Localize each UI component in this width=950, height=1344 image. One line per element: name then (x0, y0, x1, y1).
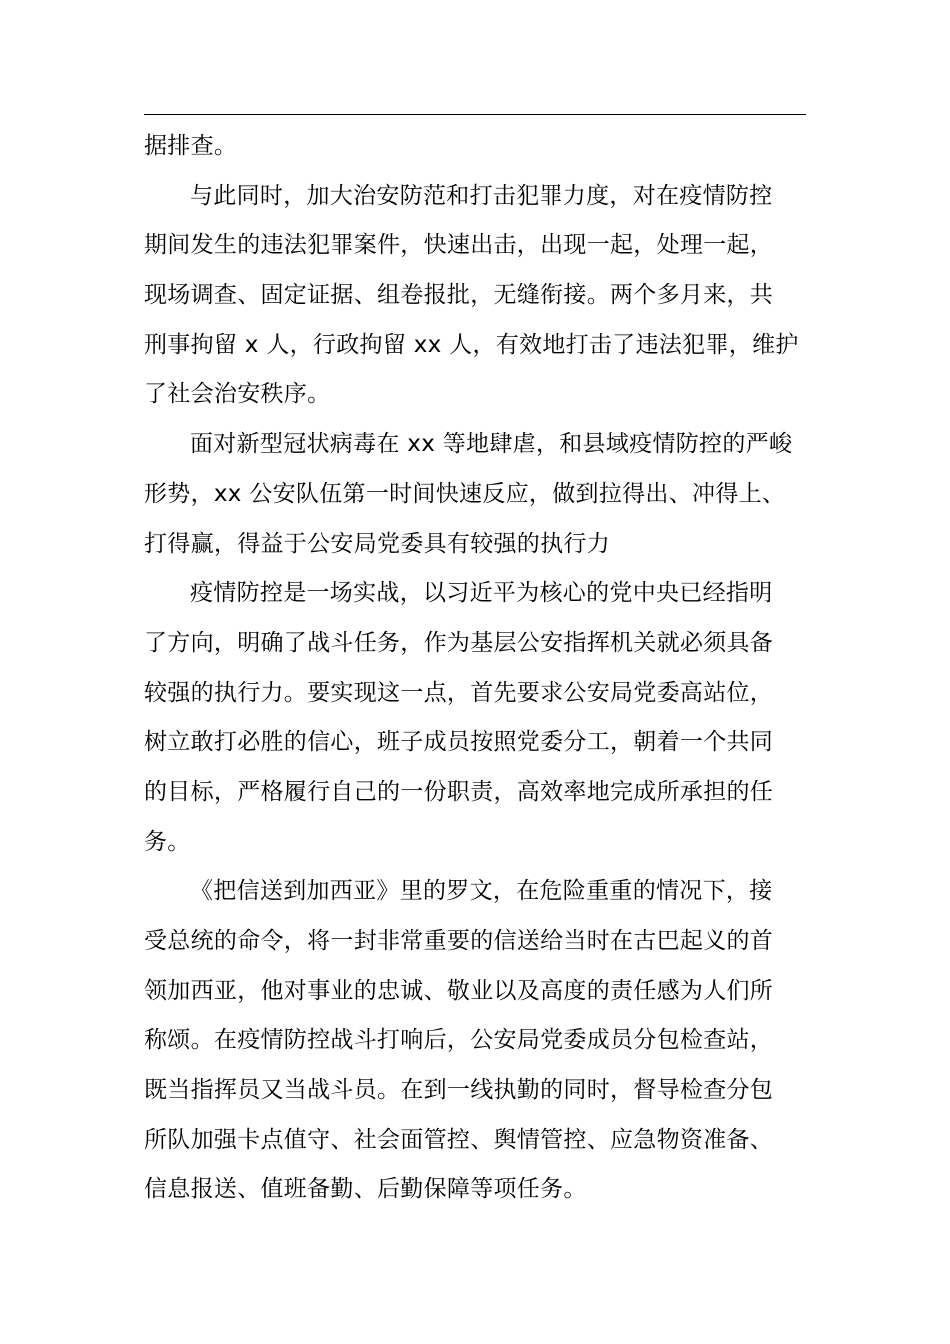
text-line: 树立敢打必胜的信心，班子成员按照党委分工，朝着一个共同 (144, 729, 774, 756)
paragraph (144, 172, 806, 420)
text-line: 的目标，严格履行自己的一份职责，高效率地完成所承担的任 (144, 778, 774, 805)
text-line: 《把信送到加西亚》里的罗文，在危险重重的情况下，接 (190, 878, 773, 905)
text-line: 打得赢，得益于公安局党委具有较强的执行力 (144, 530, 610, 557)
text-line: 称颂。在疫情防控战斗打响后，公安局党委成员分包检查站， (144, 1027, 774, 1054)
text-line: 了社会治安秩序。 (144, 381, 331, 408)
paragraph (144, 122, 806, 172)
text-line: 领加西亚，他对事业的忠诚、敬业以及高度的责任感为人们所 (144, 977, 774, 1004)
text-line: 现场调查、固定证据、组卷报批，无缝衔接。两个多月来，共 (144, 282, 774, 309)
text-line: 既当指挥员又当战斗员。在到一线执勤的同时，督导检查分包 (144, 1077, 774, 1104)
document-body (144, 122, 806, 1215)
text-line: 据排查。 (144, 133, 238, 159)
header-rule (144, 114, 806, 115)
text-line: 疫情防控是一场实战，以习近平为核心的党中央已经指明 (190, 580, 773, 607)
paragraph (144, 867, 806, 1215)
text-line: 期间发生的违法犯罪案件，快速出击，出现一起，处理一起， (144, 232, 774, 259)
text-line: 形势，xx 公安队伍第一时间快速反应，做到拉得出、冲得上、 (144, 480, 786, 507)
text-line: 所队加强卡点值守、社会面管控、舆情管控、应急物资准备、 (144, 1126, 774, 1153)
text-line: 刑事拘留 x 人，行政拘留 xx 人，有效地打击了违法犯罪，维护 (144, 331, 799, 358)
text-line: 面对新型冠状病毒在 xx 等地肆虐，和县域疫情防控的严峻 (190, 431, 793, 458)
text-line: 受总统的命令，将一封非常重要的信送给当时在古巴起义的首 (144, 928, 774, 954)
text-line: 务。 (144, 828, 191, 855)
text-line: 信息报送、值班备勤、后勤保障等项任务。 (144, 1176, 587, 1203)
text-line: 了方向，明确了战斗任务，作为基层公安指挥机关就必须具备 (144, 629, 774, 656)
paragraph (144, 569, 806, 867)
text-line: 与此同时，加大治安防范和打击犯罪力度，对在疫情防控 (190, 182, 773, 209)
paragraph (144, 420, 806, 569)
text-line: 较强的执行力。要实现这一点，首先要求公安局党委高站位， (144, 679, 774, 706)
